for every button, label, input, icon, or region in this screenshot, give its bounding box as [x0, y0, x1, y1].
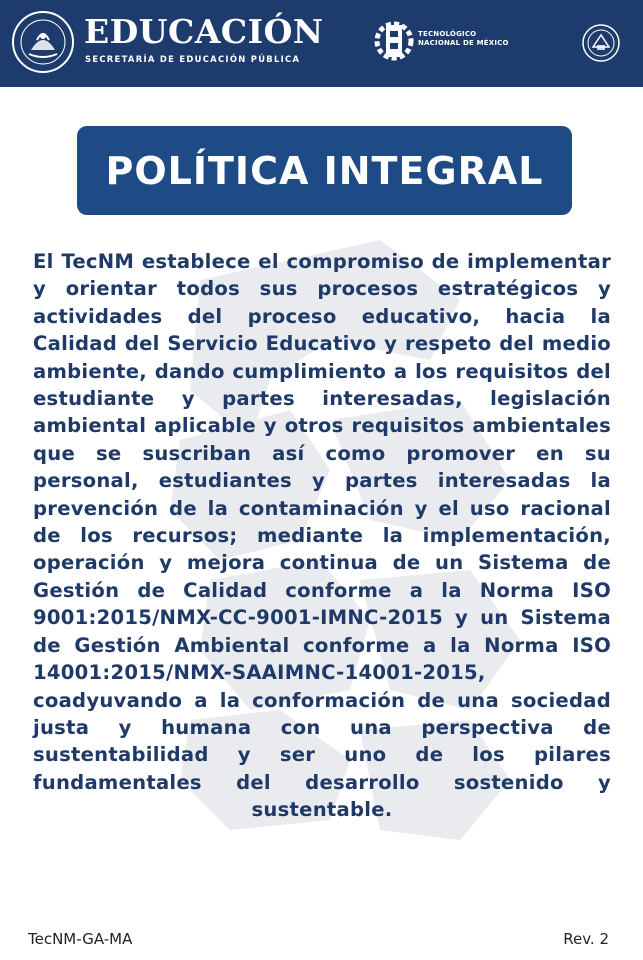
policy-paragraph: El TecNM establece el compromiso de implementar y orientar todos sus procesos estratégicos y actividades del proceso educativo, hacia la Calidad del Servicio Educativo y respeto del medio ambiente, dando cumplimiento a los requisitos del estudiante y partes interesadas, legislación ambiental aplicable y otros requisitos ambientales que se suscriban así como promover en su personal, estudiantes y partes interesadas la prevención de la contaminación y el uso racional de los recursos; mediante la implementación, operación y mejora continua de un Sistema de Gestión de Calidad conforme a la Norma ISO 9001:2015/NMX-CC-9001-IMNC-2015 y un Sistema de Gestión Ambiental conforme a la Norma ISO 14001:2015/NMX-SAAIMNC-14001-2015, coadyuvando a la conformación de una sociedad justa y humana con una perspectiva de sustentabilidad y ser uno de los pilares fundamentales del desarrollo sostenido y sustentable. [33, 250, 611, 822]
tecnm-name [418, 30, 509, 48]
mexico-national-seal-icon [11, 10, 75, 74]
header-title: EDUCACIÓN [84, 12, 324, 51]
tecnm-name-line1: TECNOLÓGICO [418, 30, 477, 38]
revision-label: Rev. 2 [563, 930, 609, 948]
institutional-seal-icon [581, 23, 621, 63]
page-title: POLÍTICA INTEGRAL [105, 148, 544, 193]
header-bar [0, 0, 643, 87]
title-banner [77, 126, 572, 215]
header-subtitle: SECRETARÍA DE EDUCACIÓN PÚBLICA [85, 54, 301, 64]
tecnm-name-line2: NACIONAL DE MÉXICO [418, 39, 509, 47]
document-code: TecNM-GA-MA [28, 930, 133, 948]
tecnm-gear-logo-icon [374, 13, 414, 69]
